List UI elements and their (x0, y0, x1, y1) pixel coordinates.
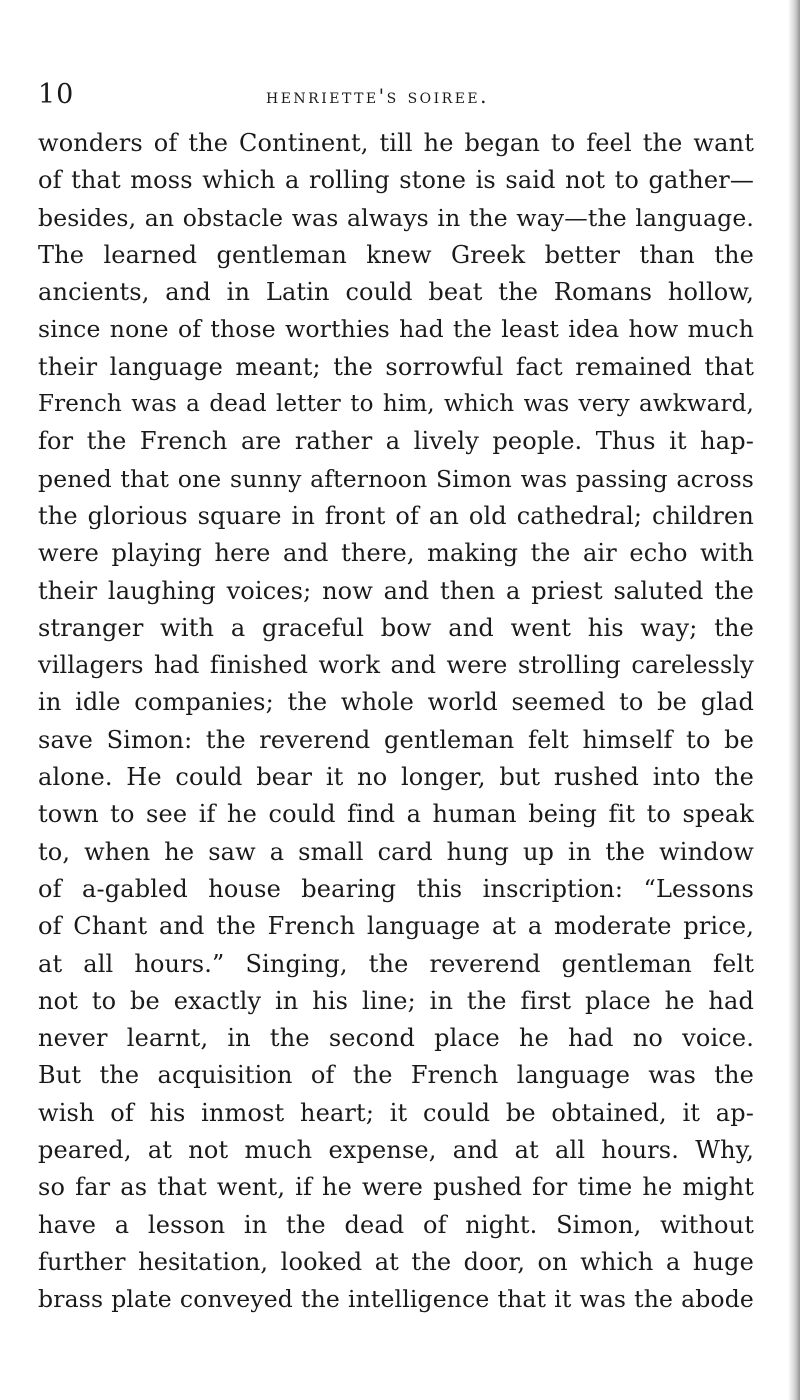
text-line: peared, at not much expense, and at all hours. Why, (38, 1136, 754, 1165)
text-line: brass plate conveyed the intelligence that it was the abode (38, 1285, 754, 1314)
running-head (38, 78, 758, 112)
text-line: so far as that went, if he were pushed for time he might (38, 1173, 754, 1202)
text-line: to, when he saw a small card hung up in the window (38, 837, 754, 866)
running-title: henriette's soiree. (266, 84, 490, 108)
page-number: 10 (38, 79, 75, 110)
text-line: their language meant; the sorrowful fact remained that (38, 352, 754, 381)
text-line: at all hours.” Singing, the reverend gentleman felt (38, 949, 754, 978)
text-line: the glorious square in front of an old cathedral; children (38, 501, 754, 530)
text-line: further hesitation, looked at the door, on which a huge (38, 1247, 754, 1276)
text-line: since none of those worthies had the least idea how much (38, 315, 754, 344)
text-line: of Chant and the French language at a moderate price, (38, 912, 754, 941)
text-line: pened that one sunny afternoon Simon was passing across (38, 464, 754, 493)
text-line: besides, an obstacle was always in the way—the language. (38, 203, 754, 232)
body-text (38, 125, 754, 1319)
text-line: of a-gabled house bearing this inscription: “Lessons (38, 874, 754, 903)
text-line: wish of his inmost heart; it could be obtained, it ap- (38, 1098, 754, 1127)
text-line: save Simon: the reverend gentleman felt himself to be (38, 725, 754, 754)
text-line: wonders of the Continent, till he began to feel the want (38, 129, 754, 157)
text-line: French was a dead letter to him, which was very awkward, (38, 391, 754, 418)
text-line: town to see if he could find a human being fit to speak (38, 800, 754, 829)
text-line: have a lesson in the dead of night. Simon, without (38, 1210, 754, 1239)
text-line: stranger with a graceful bow and went his way; the (38, 613, 754, 642)
text-line: never learnt, in the second place he had no voice. (38, 1024, 754, 1053)
text-line: were playing here and there, making the air echo with (38, 539, 754, 568)
text-line: ancients, and in Latin could beat the Romans hollow, (38, 278, 754, 307)
text-line: in idle companies; the whole world seemed to be glad (38, 688, 754, 717)
text-line: The learned gentleman knew Greek better than the (38, 240, 754, 269)
text-line: not to be exactly in his line; in the first place he had (38, 986, 754, 1015)
text-line: villagers had finished work and were strolling carelessly (38, 651, 754, 680)
text-line: of that moss which a rolling stone is said not to gather— (38, 166, 754, 195)
text-line: for the French are rather a lively people. Thus it hap- (38, 427, 754, 456)
text-line: alone. He could bear it no longer, but rushed into the (38, 763, 754, 792)
text-line: their laughing voices; now and then a priest saluted the (38, 576, 754, 605)
page-edge-shadow (788, 0, 800, 1400)
text-line: But the acquisition of the French language was the (38, 1061, 754, 1090)
